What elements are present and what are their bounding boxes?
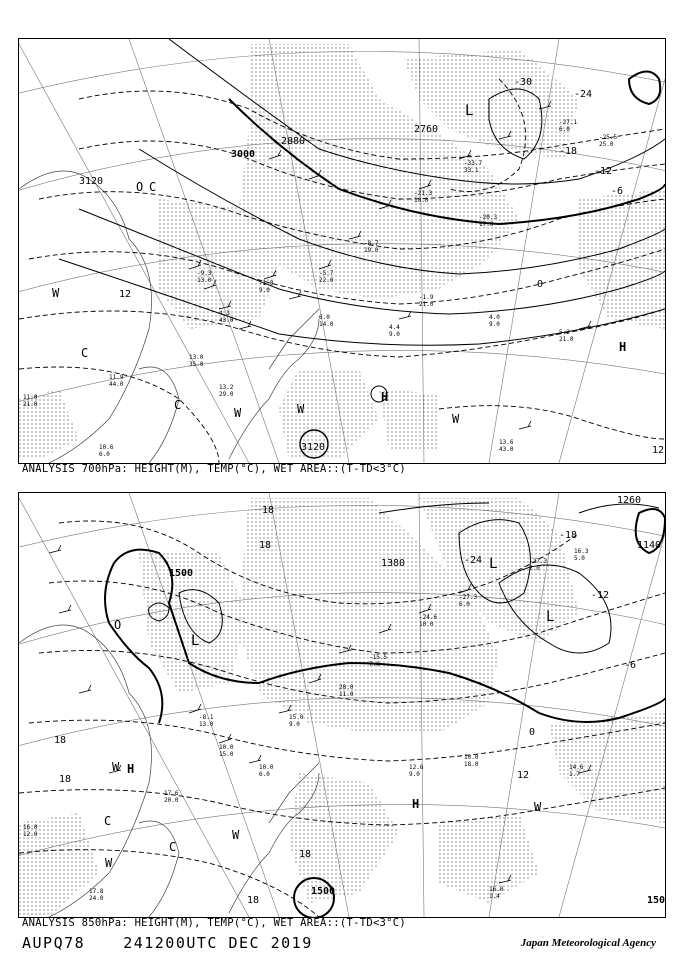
temp-label: -12 (594, 166, 613, 177)
svg-text:11.0: 11.0 (339, 691, 354, 698)
cold-marker: C (174, 398, 182, 412)
map-700hpa (19, 39, 665, 463)
warm-marker: W (234, 406, 242, 420)
height-label: 3000 (231, 149, 256, 160)
temp-label: 18 (299, 849, 312, 860)
temp-label: -30 (514, 77, 533, 88)
svg-text:25.0: 25.0 (599, 141, 614, 148)
temp-label: -18 (559, 530, 578, 541)
svg-text:-25.5: -25.5 (599, 134, 618, 141)
svg-text:16.0: 16.0 (489, 886, 504, 893)
svg-text:-5.7: -5.7 (319, 270, 334, 277)
product-header (22, 934, 351, 952)
product-id: AUPQ78 (22, 934, 86, 952)
temp-label: -6 (624, 660, 637, 671)
valid-time: 241200UTC DEC 2019 (123, 934, 313, 952)
svg-text:44.0: 44.0 (109, 381, 124, 388)
svg-text:21.0: 21.0 (559, 336, 574, 343)
height-label: 1500 (169, 568, 194, 579)
svg-text:4.3: 4.3 (219, 310, 230, 317)
warm-marker: W (232, 828, 240, 842)
svg-text:-15.5: -15.5 (369, 654, 388, 661)
temp-label: 12 (652, 445, 665, 456)
svg-text:9.0: 9.0 (389, 331, 400, 338)
map-850hpa (19, 493, 665, 917)
svg-text:9.0: 9.0 (289, 721, 300, 728)
svg-text:43.0: 43.0 (219, 317, 234, 324)
svg-text:10.0: 10.0 (464, 754, 479, 761)
svg-text:9.0: 9.0 (409, 771, 420, 778)
temp-label: 12 (517, 770, 530, 781)
high-marker: H (127, 762, 135, 776)
svg-text:16.0: 16.0 (23, 824, 38, 831)
svg-text:5.0: 5.0 (574, 555, 585, 562)
svg-text:21.0: 21.0 (23, 401, 38, 408)
height-label: 3120 (79, 176, 104, 187)
svg-text:10.0: 10.0 (419, 621, 434, 628)
low-marker: L (489, 556, 498, 572)
chart-850hpa (18, 492, 666, 918)
temp-label: 12 (119, 289, 132, 300)
warm-marker: W (297, 402, 305, 416)
center-marker: O (136, 180, 144, 194)
low-marker: L (546, 609, 555, 625)
high-marker: H (381, 390, 389, 404)
svg-text:12.0: 12.0 (23, 831, 38, 838)
svg-text:4.0: 4.0 (489, 314, 500, 321)
temp-label: -6 (611, 186, 624, 197)
svg-text:11.9: 11.9 (109, 374, 124, 381)
svg-text:11.0: 11.0 (23, 394, 38, 401)
height-label: 3120 (301, 442, 326, 453)
svg-text:22.0: 22.0 (319, 277, 334, 284)
height-label: 2760 (414, 124, 439, 135)
temp-label: 18 (247, 895, 260, 906)
svg-text:2.0: 2.0 (529, 565, 540, 572)
svg-text:6.0: 6.0 (319, 314, 330, 321)
svg-text:-24.6: -24.6 (419, 614, 438, 621)
warm-marker: W (112, 760, 120, 774)
svg-text:-20.3: -20.3 (479, 214, 498, 221)
temp-label: 18 (259, 540, 272, 551)
center-marker: O (114, 618, 122, 632)
temp-label: 18 (54, 735, 67, 746)
svg-text:-1.9: -1.9 (419, 294, 434, 301)
svg-text:1.4: 1.4 (489, 893, 500, 900)
chart-700hpa (18, 38, 666, 464)
svg-text:4.4: 4.4 (389, 324, 400, 331)
svg-text:17.6: 17.6 (164, 790, 179, 797)
svg-text:24.0: 24.0 (89, 895, 104, 902)
svg-text:17.8: 17.8 (89, 888, 104, 895)
svg-text:5.2: 5.2 (559, 329, 570, 336)
svg-text:29.0: 29.0 (219, 391, 234, 398)
caption-700hpa: ANALYSIS 700hPa: HEIGHT(M), TEMP(°C), WET AREA::(T-TD<3°C) (22, 463, 407, 475)
svg-text:7.0: 7.0 (369, 661, 380, 668)
warm-marker: W (52, 286, 60, 300)
svg-text:33.1: 33.1 (464, 167, 479, 174)
high-marker: H (412, 797, 420, 811)
svg-text:-8.1: -8.1 (199, 714, 214, 721)
svg-text:-27.1: -27.1 (559, 119, 578, 126)
temp-label: -24 (464, 555, 483, 566)
cold-marker: C (149, 180, 157, 194)
temp-label: 0 (529, 727, 536, 738)
svg-text:10.0: 10.0 (259, 764, 274, 771)
low-marker: L (465, 103, 474, 119)
svg-text:17.0: 17.0 (479, 221, 494, 228)
agency-name: Japan Meteorological Agency (520, 937, 656, 949)
svg-text:13.2: 13.2 (219, 384, 234, 391)
svg-text:13.0: 13.0 (189, 354, 204, 361)
svg-text:43.0: 43.0 (499, 446, 514, 453)
svg-text:6.0: 6.0 (259, 771, 270, 778)
svg-text:9.0: 9.0 (489, 321, 500, 328)
svg-text:6.0: 6.0 (99, 451, 110, 458)
svg-text:-27.3: -27.3 (529, 558, 548, 565)
temp-label: 18 (262, 505, 275, 516)
temp-label: -24 (574, 89, 593, 100)
svg-text:-1.0: -1.0 (259, 280, 274, 287)
low-marker: L (191, 633, 200, 649)
svg-text:28.0: 28.0 (339, 684, 354, 691)
svg-text:14.6: 14.6 (569, 764, 584, 771)
svg-text:-27.3: -27.3 (459, 594, 478, 601)
wet-area (19, 44, 665, 459)
height-label: 1260 (617, 495, 642, 506)
svg-text:16.3: 16.3 (574, 548, 589, 555)
temp-label: 0 (537, 279, 544, 290)
height-label: 1500 (311, 886, 336, 897)
svg-text:10.0: 10.0 (414, 197, 429, 204)
high-marker: H (619, 340, 627, 354)
svg-text:1.7: 1.7 (569, 771, 580, 778)
height-label: 1140 (637, 540, 662, 551)
height-label: 150 (647, 895, 665, 906)
svg-text:-8.7: -8.7 (364, 240, 379, 247)
caption-850hpa: ANALYSIS 850hPa: HEIGHT(M), TEMP(°C), WET AREA::(T-TD<3°C) (22, 917, 407, 929)
height-label: 1380 (381, 558, 406, 569)
svg-text:21.0: 21.0 (419, 301, 434, 308)
svg-text:-9.3: -9.3 (197, 270, 212, 277)
svg-text:6.0: 6.0 (459, 601, 470, 608)
svg-text:15.0: 15.0 (289, 714, 304, 721)
svg-text:9.0: 9.0 (259, 287, 270, 294)
svg-text:35.0: 35.0 (189, 361, 204, 368)
svg-text:10.6: 10.6 (99, 444, 114, 451)
temp-label: -12 (591, 590, 610, 601)
svg-text:14.0: 14.0 (319, 321, 334, 328)
warm-marker: W (452, 412, 460, 426)
svg-text:13.6: 13.6 (499, 439, 514, 446)
cold-marker: C (169, 840, 177, 854)
svg-text:-21.3: -21.3 (414, 190, 433, 197)
warm-marker: W (534, 800, 542, 814)
svg-text:6.0: 6.0 (559, 126, 570, 133)
svg-text:19.0: 19.0 (364, 247, 379, 254)
svg-text:12.6: 12.6 (409, 764, 424, 771)
warm-marker: W (105, 856, 113, 870)
height-label: 2880 (281, 136, 306, 147)
svg-text:13.0: 13.0 (197, 277, 212, 284)
cold-marker: C (81, 346, 89, 360)
temp-label: -18 (559, 146, 578, 157)
temp-label: 18 (59, 774, 72, 785)
svg-text:10.0: 10.0 (219, 744, 234, 751)
cold-marker: C (104, 814, 112, 828)
svg-text:18.0: 18.0 (464, 761, 479, 768)
svg-text:13.0: 13.0 (199, 721, 214, 728)
svg-text:-33.7: -33.7 (464, 160, 483, 167)
svg-text:15.0: 15.0 (219, 751, 234, 758)
svg-text:20.0: 20.0 (164, 797, 179, 804)
